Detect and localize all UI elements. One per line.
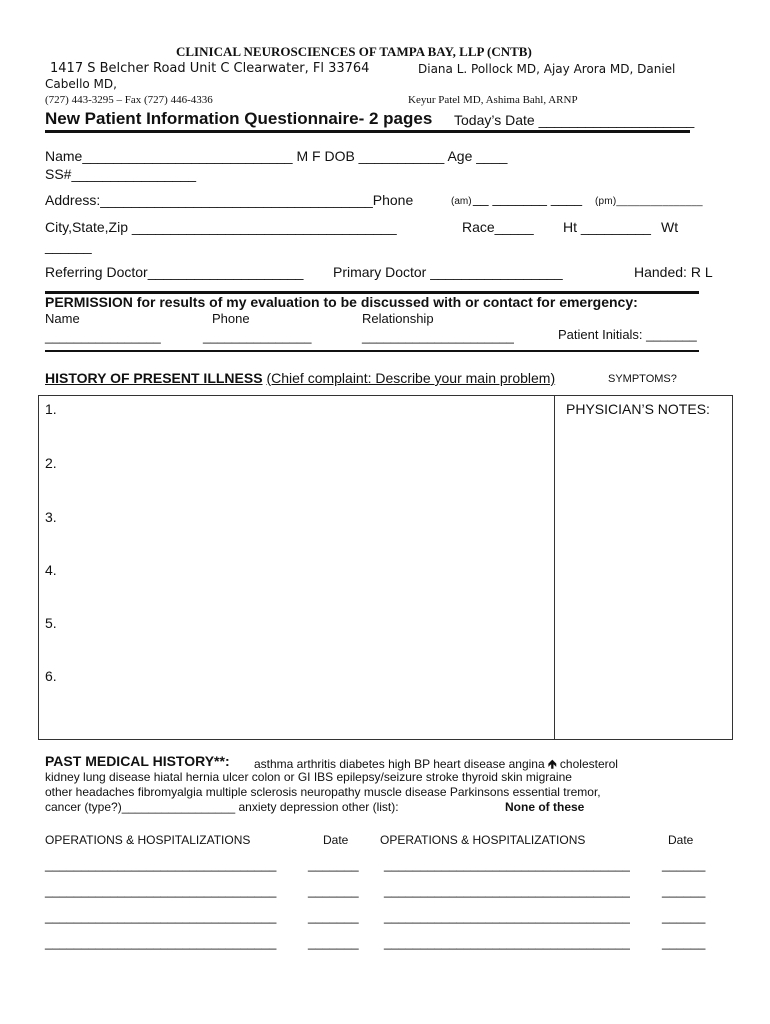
hpi-heading: HISTORY OF PRESENT ILLNESS (45, 370, 263, 386)
operation-field[interactable]: __________________________________ (384, 883, 630, 898)
primary-doctor-field[interactable]: Primary Doctor _________________ (333, 264, 563, 280)
doctors-list-cont: Cabello MD, (45, 77, 117, 91)
hpi-item-2[interactable]: 2. (45, 455, 57, 471)
operations-date-label-right: Date (668, 833, 694, 847)
org-name: CLINICAL NEUROSCIENCES OF TAMPA BAY, LLP (CNTB) (176, 44, 532, 59)
hpi-item-4[interactable]: 4. (45, 562, 57, 578)
operation-date-field[interactable]: _______ (308, 857, 359, 872)
operation-date-field[interactable]: _______ (308, 883, 359, 898)
operation-field[interactable]: ________________________________ (45, 883, 277, 898)
operation-date-field[interactable]: ______ (662, 883, 706, 898)
contact-relationship-label: Relationship (362, 311, 434, 326)
form-title: New Patient Information Questionnaire- 2 pages (45, 109, 433, 128)
height-field[interactable]: Ht _________ (563, 219, 651, 235)
weight-field[interactable]: ______ (45, 238, 92, 254)
pmh-line-4[interactable]: cancer (type?)_________________ anxiety depression other (list): (45, 800, 399, 814)
handedness-field[interactable]: Handed: R L (634, 264, 713, 280)
operations-label-left: OPERATIONS & HOSPITALIZATIONS (45, 833, 251, 847)
race-field[interactable]: Race_____ (462, 219, 534, 235)
permission-bottom-rule (45, 350, 699, 352)
operation-date-field[interactable]: ______ (662, 857, 706, 872)
operation-date-field[interactable]: ______ (662, 935, 706, 950)
operation-date-field[interactable]: _______ (308, 909, 359, 924)
pmh-line-3[interactable]: other headaches fibromyalgia multiple sclerosis neuropathy muscle disease Parkinsons essential tremor, (45, 785, 601, 799)
operation-field[interactable]: ________________________________ (45, 935, 277, 950)
hpi-subheading: (Chief complaint: Describe your main problem) (266, 370, 556, 386)
hpi-box (38, 395, 733, 740)
contact-name-field[interactable]: ________________ (45, 329, 161, 344)
address-phone-line[interactable]: Address:___________________________________Phone (45, 192, 414, 208)
name-dob-age-line[interactable]: Name___________________________ M F DOB ___________ Age ____ (45, 148, 508, 164)
doctors-list-2: Keyur Patel MD, Ashima Bahl, ARNP (408, 94, 578, 106)
pmh-cholesterol[interactable]: cholesterol (556, 757, 618, 771)
contact-name-label: Name (45, 311, 80, 326)
operation-field[interactable]: ________________________________ (45, 909, 277, 924)
patient-initials-field[interactable]: Patient Initials: _______ (558, 327, 697, 342)
operations-label-right: OPERATIONS & HOSPITALIZATIONS (380, 833, 586, 847)
pmh-heading: PAST MEDICAL HISTORY**: (45, 753, 230, 769)
hpi-item-5[interactable]: 5. (45, 615, 57, 631)
symptoms-label: SYMPTOMS? (608, 373, 677, 385)
operation-field[interactable]: __________________________________ (384, 909, 630, 924)
pmh-conditions-1[interactable]: asthma arthritis diabetes high BP heart disease angina (254, 757, 548, 771)
operation-field[interactable]: __________________________________ (384, 857, 630, 872)
contact-phone-label: Phone (212, 311, 250, 326)
ssn-field[interactable]: SS#________________ (45, 166, 197, 182)
contact-relationship-field[interactable]: _____________________ (362, 329, 514, 344)
hpi-item-3[interactable]: 3. (45, 509, 57, 525)
operation-field[interactable]: ________________________________ (45, 857, 277, 872)
arrow-up-icon: 🡹 (547, 757, 557, 771)
hpi-item-6[interactable]: 6. (45, 668, 57, 684)
hpi-heading-row (45, 370, 555, 386)
todays-date-field[interactable]: Today’s Date ____________________ (454, 112, 695, 128)
permission-heading: PERMISSION for results of my evaluation to be discussed with or contact for emergency: (45, 294, 638, 310)
clinic-address: 1417 S Belcher Road Unit C Clearwater, Fl 33764 (50, 61, 370, 76)
contact-phone-field[interactable]: _______________ (203, 329, 312, 344)
title-divider (45, 130, 690, 133)
phone-am-field[interactable]: __ _______ ____ (473, 190, 582, 206)
phone-fax: (727) 443-3295 – Fax (727) 446-4336 (45, 94, 213, 106)
operation-field[interactable]: __________________________________ (384, 935, 630, 950)
operations-date-label-left: Date (323, 833, 349, 847)
doctors-list: Diana L. Pollock MD, Ajay Arora MD, Daniel (418, 62, 676, 76)
phone-am-label: (am) (451, 196, 472, 207)
hpi-column-divider (554, 395, 555, 740)
phone-pm-field[interactable]: (pm)_______________ (595, 196, 703, 207)
city-state-zip-field[interactable]: City,State,Zip __________________________________ (45, 219, 397, 235)
referring-doctor-field[interactable]: Referring Doctor____________________ (45, 264, 304, 280)
weight-label: Wt (661, 219, 679, 235)
operation-date-field[interactable]: _______ (308, 935, 359, 950)
pmh-none-option[interactable]: None of these (505, 800, 585, 814)
pmh-line-2[interactable]: kidney lung disease hiatal hernia ulcer colon or GI IBS epilepsy/seizure stroke thyroid skin migraine (45, 770, 572, 784)
operation-date-field[interactable]: ______ (662, 909, 706, 924)
physician-notes-label: PHYSICIAN’S NOTES: (566, 401, 710, 417)
hpi-item-1[interactable]: 1. (45, 401, 57, 417)
